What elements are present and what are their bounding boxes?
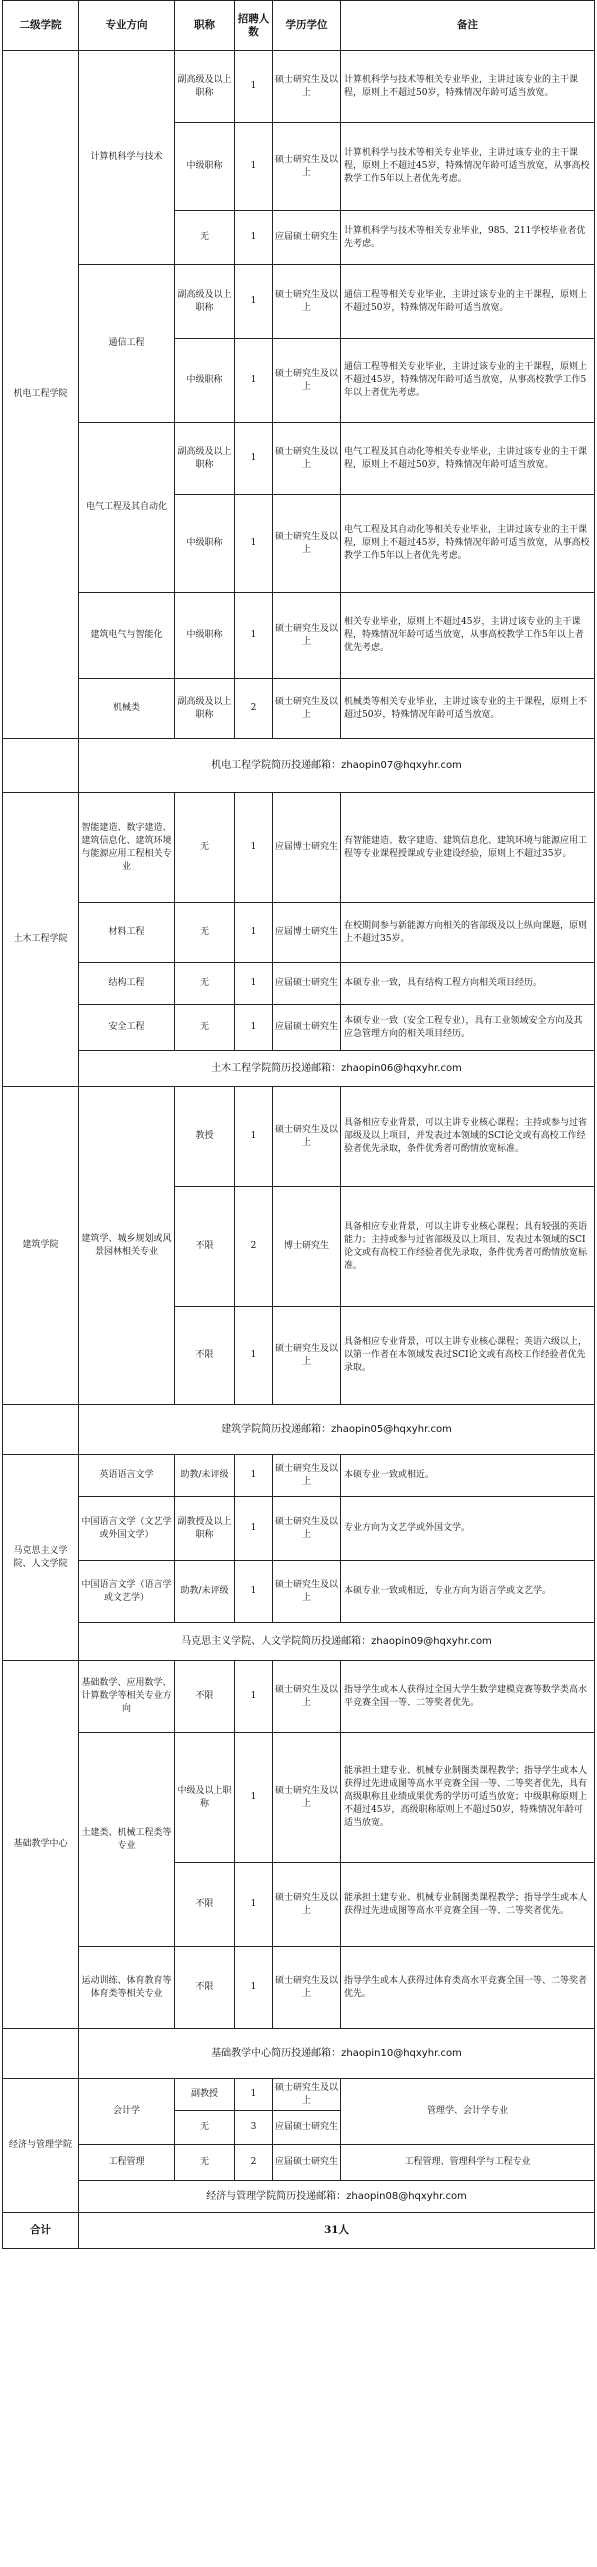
count-cell: 1 — [235, 265, 273, 339]
email-row — [3, 2029, 595, 2079]
college-cell: 马克思主义学院、人文学院 — [3, 1455, 79, 1661]
degree-cell: 硕士研究生及以上 — [273, 51, 341, 123]
direction-cell: 建筑电气与智能化 — [79, 593, 175, 679]
direction-cell: 机械类 — [79, 679, 175, 739]
remark-cell: 本硕专业一致，具有结构工程方向相关项目经历。 — [341, 963, 595, 1005]
degree-cell: 硕士研究生及以上 — [273, 679, 341, 739]
email-cell[interactable]: 建筑学院简历投递邮箱：zhaopin05@hqxyhr.com — [79, 1405, 595, 1455]
degree-cell: 硕士研究生及以上 — [273, 1733, 341, 1863]
count-cell: 1 — [235, 1087, 273, 1187]
title-cell: 无 — [175, 903, 235, 963]
table-row — [3, 1947, 595, 2029]
direction-cell: 英语语言文学 — [79, 1455, 175, 1497]
title-cell: 中级职称 — [175, 123, 235, 211]
degree-cell: 应届硕士研究生 — [273, 963, 341, 1005]
count-cell: 1 — [235, 1733, 273, 1863]
title-cell: 副高级及以上职称 — [175, 51, 235, 123]
college-cell: 建筑学院 — [3, 1087, 79, 1405]
college-cell: 土木工程学院 — [3, 793, 79, 1087]
title-cell: 副高级及以上职称 — [175, 423, 235, 495]
table-row — [3, 903, 595, 963]
count-cell: 1 — [235, 793, 273, 903]
title-cell: 不限 — [175, 1187, 235, 1307]
remark-cell: 机械类等相关专业毕业，主讲过该专业的主干课程，原则上不超过50岁，特殊情况年龄可适当放宽。 — [341, 679, 595, 739]
remark-cell: 计算机科学与技术等相关专业毕业，985、211学校毕业者优先考虑。 — [341, 211, 595, 265]
title-cell: 助教/未评级 — [175, 1561, 235, 1623]
title-cell: 无 — [175, 211, 235, 265]
table-row — [3, 963, 595, 1005]
remark-cell: 工程管理、管理科学与工程专业 — [341, 2145, 595, 2181]
degree-cell: 硕士研究生及以上 — [273, 1307, 341, 1405]
email-cell[interactable]: 马克思主义学院、人文学院简历投递邮箱：zhaopin09@hqxyhr.com — [79, 1623, 595, 1661]
table-row — [3, 423, 595, 495]
table-row — [3, 1561, 595, 1623]
college-cell: 经济与管理学院 — [3, 2079, 79, 2213]
degree-cell: 硕士研究生及以上 — [273, 593, 341, 679]
title-cell: 教授 — [175, 1087, 235, 1187]
count-cell: 1 — [235, 1497, 273, 1561]
total-value: 31人 — [79, 2213, 595, 2249]
remark-cell: 指导学生或本人获得过体育类高水平竞赛全国一等、二等奖者优先。 — [341, 1947, 595, 2029]
title-cell: 无 — [175, 963, 235, 1005]
direction-cell: 材料工程 — [79, 903, 175, 963]
title-cell: 中级职称 — [175, 593, 235, 679]
count-cell: 2 — [235, 1187, 273, 1307]
degree-cell: 应届博士研究生 — [273, 903, 341, 963]
degree-cell: 硕士研究生及以上 — [273, 1561, 341, 1623]
header-degree: 学历学位 — [273, 1, 341, 51]
remark-cell: 电气工程及其自动化等相关专业毕业，主讲过该专业的主干课程，原则上不超过50岁，特殊情况年龄可适当放宽。 — [341, 423, 595, 495]
count-cell: 3 — [235, 2111, 273, 2145]
email-row — [3, 1051, 595, 1087]
count-cell: 1 — [235, 1005, 273, 1051]
degree-cell: 应届硕士研究生 — [273, 2111, 341, 2145]
remark-cell: 指导学生或本人获得过全国大学生数学建模竞赛等数学类高水平竞赛全国一等、二等奖者优先。 — [341, 1661, 595, 1733]
count-cell: 1 — [235, 1307, 273, 1405]
title-cell: 不限 — [175, 1947, 235, 2029]
remark-cell: 具备相应专业背景，可以主讲专业核心课程；主持或参与过省部级及以上项目，并发表过本领域的SCI论文或有高校工作经验者优先录取，条件优秀者可酌情放宽标准。 — [341, 1087, 595, 1187]
degree-cell: 博士研究生 — [273, 1187, 341, 1307]
count-cell: 1 — [235, 963, 273, 1005]
table-row — [3, 1733, 595, 1863]
college-cell: 机电工程学院 — [3, 51, 79, 739]
count-cell: 1 — [235, 339, 273, 423]
count-cell: 1 — [235, 2079, 273, 2111]
title-cell: 中级职称 — [175, 339, 235, 423]
table-row — [3, 679, 595, 739]
table-row — [3, 1087, 595, 1187]
count-cell: 1 — [235, 51, 273, 123]
direction-cell: 建筑学、城乡规划或风景园林相关专业 — [79, 1087, 175, 1405]
remark-cell: 有智能建造、数字建造、建筑信息化、建筑环境与能源应用工程等专业课程授课或专业建设经验，原则上不超过35岁。 — [341, 793, 595, 903]
count-cell: 1 — [235, 123, 273, 211]
table-row — [3, 2079, 595, 2111]
remark-cell: 管理学、会计学专业 — [341, 2079, 595, 2145]
direction-cell: 土建类、机械工程类等专业 — [79, 1733, 175, 1947]
header-title: 职称 — [175, 1, 235, 51]
direction-cell: 计算机科学与技术 — [79, 51, 175, 265]
table-row — [3, 1005, 595, 1051]
total-row — [3, 2213, 595, 2249]
remark-cell: 能承担土建专业、机械专业制图类课程教学；指导学生或本人获得过先进成图等高水平竞赛全国一等、二等奖者优先。 — [341, 1863, 595, 1947]
email-cell[interactable]: 机电工程学院简历投递邮箱：zhaopin07@hqxyhr.com — [79, 739, 595, 793]
remark-cell: 通信工程等相关专业毕业，主讲过该专业的主干课程，原则上不超过45岁，特殊情况年龄可适当放宽，从事高校教学工作5年以上者优先考虑。 — [341, 339, 595, 423]
title-cell: 副高级及以上职称 — [175, 679, 235, 739]
count-cell: 1 — [235, 1661, 273, 1733]
remark-cell: 在校期间参与新能源方向相关的省部级及以上纵向课题，原则上不超过35岁。 — [341, 903, 595, 963]
table-row — [3, 793, 595, 903]
header-row — [3, 1, 595, 51]
degree-cell: 硕士研究生及以上 — [273, 1497, 341, 1561]
email-cell[interactable]: 经济与管理学院简历投递邮箱：zhaopin08@hqxyhr.com — [79, 2181, 595, 2213]
remark-cell: 通信工程等相关专业毕业，主讲过该专业的主干课程，原则上不超过50岁，特殊情况年龄可适当放宽。 — [341, 265, 595, 339]
degree-cell: 硕士研究生及以上 — [273, 1087, 341, 1187]
title-cell: 副教授 — [175, 2079, 235, 2111]
direction-cell: 中国语言文学（文艺学或外国文学） — [79, 1497, 175, 1561]
degree-cell: 硕士研究生及以上 — [273, 495, 341, 593]
remark-cell: 能承担土建专业、机械专业制图类课程教学；指导学生或本人获得过先进成图等高水平竞赛全国一等、二等奖者优先，具有高级职称且业绩成果优秀的学历可适当放宽；中级职称原则上不超过45岁，高级职称原则上不超过50岁，特殊情况年龄可适当放宽。 — [341, 1733, 595, 1863]
total-label: 合计 — [3, 2213, 79, 2249]
recruitment-table — [2, 0, 595, 2249]
degree-cell: 硕士研究生及以上 — [273, 2079, 341, 2111]
degree-cell: 应届硕士研究生 — [273, 211, 341, 265]
direction-cell: 工程管理 — [79, 2145, 175, 2181]
direction-cell: 电气工程及其自动化 — [79, 423, 175, 593]
degree-cell: 硕士研究生及以上 — [273, 1661, 341, 1733]
table-row — [3, 1661, 595, 1733]
remark-cell: 专业方向为文艺学或外国文学。 — [341, 1497, 595, 1561]
count-cell: 1 — [235, 423, 273, 495]
table-row — [3, 1455, 595, 1497]
remark-cell: 本硕专业一致或相近。 — [341, 1455, 595, 1497]
title-cell: 不限 — [175, 1307, 235, 1405]
degree-cell: 硕士研究生及以上 — [273, 339, 341, 423]
college-cell: 基础教学中心 — [3, 1661, 79, 2029]
direction-cell: 通信工程 — [79, 265, 175, 423]
remark-cell: 具备相应专业背景，可以主讲专业核心课程；具有较强的英语能力；主持或参与过省部级及以上项目、发表过本领域的SCI论文或有高校工作经验者优先录取，条件优秀者可酌情放宽标准。 — [341, 1187, 595, 1307]
email-cell[interactable]: 土木工程学院简历投递邮箱：zhaopin06@hqxyhr.com — [79, 1051, 595, 1087]
blank-cell — [3, 2029, 79, 2079]
remark-cell: 本硕专业一致（安全工程专业），具有工业领域安全方向及其应急管理方向的相关项目经历。 — [341, 1005, 595, 1051]
title-cell: 助教/未评级 — [175, 1455, 235, 1497]
table-row — [3, 1497, 595, 1561]
header-count: 招聘人数 — [235, 1, 273, 51]
remark-cell: 相关专业毕业，原则上不超过45岁，主讲过该专业的主干课程，特殊情况年龄可适当放宽，从事高校教学工作5年以上者优先考虑。 — [341, 593, 595, 679]
count-cell: 1 — [235, 1947, 273, 2029]
direction-cell: 会计学 — [79, 2079, 175, 2145]
count-cell: 1 — [235, 495, 273, 593]
header-remark: 备注 — [341, 1, 595, 51]
degree-cell: 应届博士研究生 — [273, 793, 341, 903]
direction-cell: 中国语言文学（语言学或文艺学） — [79, 1561, 175, 1623]
direction-cell: 智能建造、数字建造、建筑信息化、建筑环境与能源应用工程相关专业 — [79, 793, 175, 903]
direction-cell: 基础数学、应用数学、计算数学等相关专业方向 — [79, 1661, 175, 1733]
table-row — [3, 593, 595, 679]
count-cell: 1 — [235, 903, 273, 963]
count-cell: 2 — [235, 2145, 273, 2181]
count-cell: 1 — [235, 211, 273, 265]
blank-cell — [3, 1405, 79, 1455]
count-cell: 1 — [235, 1455, 273, 1497]
email-row — [3, 739, 595, 793]
direction-cell: 安全工程 — [79, 1005, 175, 1051]
remark-cell: 计算机科学与技术等相关专业毕业，主讲过该专业的主干课程，原则上不超过50岁，特殊情况年龄可适当放宽。 — [341, 51, 595, 123]
direction-cell: 运动训练、体育教育等体育类等相关专业 — [79, 1947, 175, 2029]
remark-cell: 具备相应专业背景，可以主讲专业核心课程；英语六级以上，以第一作者在本领域发表过SCI论文或有高校工作经验者优先录取。 — [341, 1307, 595, 1405]
table-row — [3, 2145, 595, 2181]
title-cell: 中级及以上职称 — [175, 1733, 235, 1863]
direction-cell: 结构工程 — [79, 963, 175, 1005]
title-cell: 中级职称 — [175, 495, 235, 593]
degree-cell: 硕士研究生及以上 — [273, 265, 341, 339]
degree-cell: 硕士研究生及以上 — [273, 1947, 341, 2029]
degree-cell: 硕士研究生及以上 — [273, 1863, 341, 1947]
title-cell: 无 — [175, 2145, 235, 2181]
count-cell: 1 — [235, 593, 273, 679]
degree-cell: 硕士研究生及以上 — [273, 123, 341, 211]
blank-cell — [3, 739, 79, 793]
count-cell: 2 — [235, 679, 273, 739]
email-row — [3, 1623, 595, 1661]
title-cell: 不限 — [175, 1661, 235, 1733]
title-cell: 副教授及以上职称 — [175, 1497, 235, 1561]
degree-cell: 硕士研究生及以上 — [273, 1455, 341, 1497]
remark-cell: 计算机科学与技术等相关专业毕业，主讲过该专业的主干课程，原则上不超过45岁，特殊情况年龄可适当放宽，从事高校教学工作5年以上者优先考虑。 — [341, 123, 595, 211]
title-cell: 不限 — [175, 1863, 235, 1947]
remark-cell: 电气工程及其自动化等相关专业毕业，主讲过该专业的主干课程，原则上不超过45岁，特殊情况年龄可适当放宽，从事高校教学工作5年以上者优先考虑。 — [341, 495, 595, 593]
count-cell: 1 — [235, 1863, 273, 1947]
header-direction: 专业方向 — [79, 1, 175, 51]
email-cell[interactable]: 基础教学中心简历投递邮箱：zhaopin10@hqxyhr.com — [79, 2029, 595, 2079]
email-row — [3, 1405, 595, 1455]
table-row — [3, 51, 595, 123]
table-row — [3, 265, 595, 339]
title-cell: 无 — [175, 793, 235, 903]
title-cell: 无 — [175, 1005, 235, 1051]
degree-cell: 应届硕士研究生 — [273, 2145, 341, 2181]
email-row — [3, 2181, 595, 2213]
header-college: 二级学院 — [3, 1, 79, 51]
degree-cell: 硕士研究生及以上 — [273, 423, 341, 495]
count-cell: 1 — [235, 1561, 273, 1623]
degree-cell: 应届硕士研究生 — [273, 1005, 341, 1051]
title-cell: 副高级及以上职称 — [175, 265, 235, 339]
remark-cell: 本硕专业一致或相近，专业方向为语言学或文艺学。 — [341, 1561, 595, 1623]
title-cell: 无 — [175, 2111, 235, 2145]
